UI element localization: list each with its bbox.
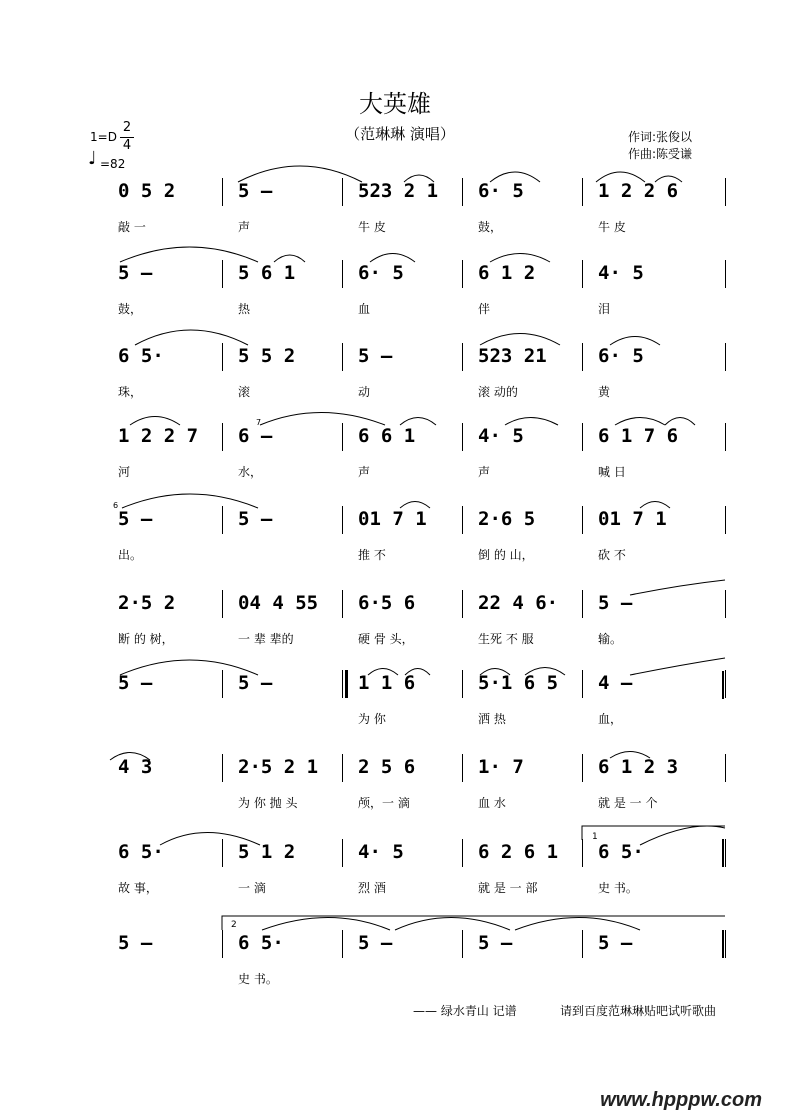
- measure-notes: 5 —: [478, 932, 513, 954]
- composer-credit: 作曲:陈受谦: [628, 147, 693, 161]
- volta-2-label: 2: [231, 920, 237, 930]
- measure-lyrics: 珠，: [118, 385, 143, 399]
- volta-1-label: 1: [592, 832, 598, 842]
- measure-notes: 1· 7: [478, 756, 524, 778]
- measure-lyrics: 黄: [598, 385, 611, 399]
- measure-lyrics: 血 水: [478, 796, 506, 810]
- measure-notes: 1 2 2 7: [118, 425, 199, 447]
- measure-lyrics: 为 你 抛 头: [238, 796, 298, 810]
- measure-notes: 01 7 1: [358, 508, 427, 530]
- measure-notes: 6· 5: [358, 262, 404, 284]
- measure-lyrics: 鼓，: [118, 302, 143, 316]
- measure-lyrics: 牛 皮: [358, 220, 386, 234]
- measure-notes: 5 —: [598, 932, 633, 954]
- measure-notes: 6 5·: [118, 841, 164, 863]
- tempo-marking: =82: [100, 157, 126, 171]
- measure-lyrics: 洒 热: [478, 712, 506, 726]
- measure-lyrics: 生死 不 服: [478, 632, 534, 646]
- measure-notes: 6 —: [238, 425, 273, 447]
- measure-lyrics: 滚: [238, 385, 251, 399]
- measure-notes: 5 —: [238, 508, 273, 530]
- lyricist-credit: 作词:张俊以: [628, 130, 693, 144]
- measure-lyrics: 喊 日: [598, 465, 626, 479]
- measure-notes: 4 —: [598, 672, 633, 694]
- measure-lyrics: 河: [118, 465, 131, 479]
- measure-lyrics: 血，: [598, 712, 623, 726]
- key-signature: 1=D: [90, 130, 117, 144]
- measure-lyrics: 硬 骨 头，: [358, 632, 414, 646]
- measure-notes: 6 2 6 1: [478, 841, 559, 863]
- measure-notes: 1 1 6: [358, 672, 416, 694]
- measure-lyrics: 一 滴: [238, 881, 266, 895]
- measure-notes: 5 —: [118, 262, 153, 284]
- measure-lyrics: 鼓，: [478, 220, 503, 234]
- measure-lyrics: 颅，一 滴: [358, 796, 410, 810]
- measure-lyrics: 倒 的 山，: [478, 548, 534, 562]
- measure-notes: 6 6 1: [358, 425, 416, 447]
- measure-notes: 5 —: [238, 672, 273, 694]
- measure-notes: 4· 5: [598, 262, 644, 284]
- measure-lyrics: 敲 一: [118, 220, 146, 234]
- measure-lyrics: 烈 酒: [358, 881, 386, 895]
- measure-lyrics: 砍 不: [598, 548, 626, 562]
- measure-notes: 22 4 6·: [478, 592, 559, 614]
- measure-notes: 2·6 5: [478, 508, 536, 530]
- measure-lyrics: 泪: [598, 302, 611, 316]
- measure-lyrics: 伴: [478, 302, 491, 316]
- measure-notes: 5 5 2: [238, 345, 296, 367]
- measure-notes: 5 1 2: [238, 841, 296, 863]
- measure-notes: 1 2 2 6: [598, 180, 679, 202]
- measure-notes: 5 —: [358, 345, 393, 367]
- measure-lyrics: 为 你: [358, 712, 386, 726]
- measure-notes: 04 4 55: [238, 592, 319, 614]
- measure-notes: 6 5·: [598, 841, 644, 863]
- measure-lyrics: 推 不: [358, 548, 386, 562]
- listening-note: 请到百度范琳琳贴吧试听歌曲: [560, 1004, 717, 1018]
- measure-notes: 5·1 6 5: [478, 672, 559, 694]
- quarter-note-icon: ♩: [88, 148, 97, 169]
- time-signature-top: 2: [122, 120, 132, 135]
- performer-subtitle: （范琳琳 演唱）: [345, 125, 455, 143]
- measure-lyrics: 声: [358, 465, 371, 479]
- measure-lyrics: 血: [358, 302, 371, 316]
- measure-lyrics: 输。: [598, 632, 623, 646]
- measure-notes: 4· 5: [478, 425, 524, 447]
- measure-lyrics: 断 的 树，: [118, 632, 174, 646]
- measure-lyrics: 就 是 一 部: [478, 881, 538, 895]
- measure-notes: 5 —: [358, 932, 393, 954]
- song-title: 大英雄: [359, 90, 431, 118]
- measure-notes: 6·5 6: [358, 592, 416, 614]
- measure-lyrics: 故 事，: [118, 881, 158, 895]
- measure-lyrics: 水，: [238, 465, 263, 479]
- measure-notes: 2 5 6: [358, 756, 416, 778]
- measure-lyrics: 声: [478, 465, 491, 479]
- site-watermark: www.hpppw.com: [600, 1089, 762, 1111]
- measure-notes: 5 —: [118, 508, 153, 530]
- measure-notes: 0 5 2: [118, 180, 176, 202]
- transcriber-credit: —— 绿水青山 记谱: [413, 1004, 517, 1018]
- measure-notes: 5 —: [598, 592, 633, 614]
- measure-notes: 4 3: [118, 756, 153, 778]
- measure-lyrics: 史 书。: [238, 972, 278, 986]
- measure-notes: 523 2 1: [358, 180, 439, 202]
- measure-lyrics: 史 书。: [598, 881, 638, 895]
- measure-notes: 5 —: [118, 932, 153, 954]
- measure-notes: 6 1 2: [478, 262, 536, 284]
- measure-notes: 01 7 1: [598, 508, 667, 530]
- measure-notes: 2·5 2: [118, 592, 176, 614]
- measure-lyrics: 就 是 一 个: [598, 796, 658, 810]
- measure-lyrics: 牛 皮: [598, 220, 626, 234]
- measure-lyrics: 热: [238, 302, 251, 316]
- measure-notes: 5 —: [118, 672, 153, 694]
- measure-notes: 6 5·: [238, 932, 284, 954]
- measure-notes: 6 5·: [118, 345, 164, 367]
- measure-notes: 4· 5: [358, 841, 404, 863]
- measure-notes: 5 —: [238, 180, 273, 202]
- measure-notes: 2·5 2 1: [238, 756, 319, 778]
- measure-lyrics: 声: [238, 220, 251, 234]
- measure-notes: 6 1 2 3: [598, 756, 679, 778]
- measure-notes: 6· 5: [598, 345, 644, 367]
- measure-notes: 6 1 7 6: [598, 425, 679, 447]
- grace-note-2: 6: [113, 501, 119, 510]
- measure-lyrics: 出。: [118, 548, 143, 562]
- time-signature-bottom: 4: [120, 137, 134, 153]
- measure-notes: 523 21: [478, 345, 547, 367]
- grace-note-1: 7: [256, 418, 262, 427]
- measure-notes: 5 6 1: [238, 262, 296, 284]
- measure-notes: 6· 5: [478, 180, 524, 202]
- measure-lyrics: 动: [358, 385, 371, 399]
- measure-lyrics: 滚 动的: [478, 385, 518, 399]
- measure-lyrics: 一 辈 辈的: [238, 632, 294, 646]
